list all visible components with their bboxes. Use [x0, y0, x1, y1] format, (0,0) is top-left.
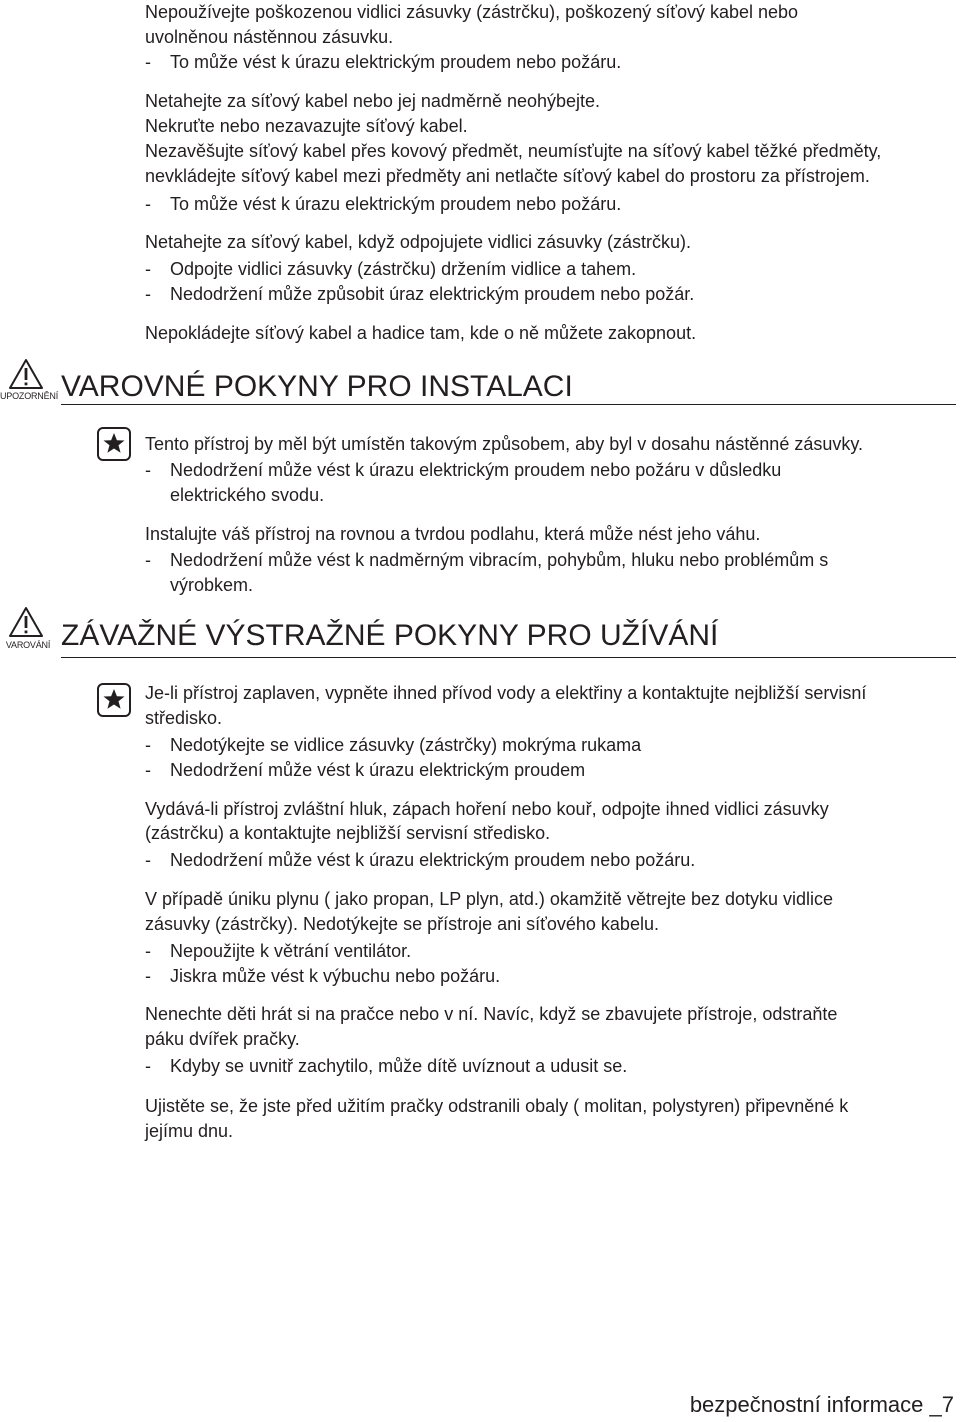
s1-p1-bullet-cont	[145, 483, 324, 508]
s1-p1-line1: Tento přístroj by měl být umístěn takovým způsobem, aby byl v dosahu nástěnné zásuvky.	[145, 434, 864, 454]
s2-p1-line2: středisko.	[145, 708, 223, 728]
s1-p2-line1: Instalujte váš přístroj na rovnou a tvrdou podlahu, která může nést jeho váhu.	[145, 524, 761, 544]
s2-p2-bullet: - Nedodržení může vést k úrazu elektrickým proudem nebo požáru.	[145, 850, 696, 870]
warning-triangle-icon	[8, 606, 44, 638]
s2-p4-line1: Nenechte děti hrát si na pračce nebo v ní. Navíc, když se zbavujete přístroje, odstraňte	[145, 1004, 838, 1024]
star-box-icon	[97, 427, 131, 461]
warning-label: VAROVÁNÍ	[5, 640, 51, 650]
section-title: VAROVNÉ POKYNY PRO INSTALACI	[61, 370, 573, 403]
bullet-text: výrobkem.	[170, 575, 254, 595]
section-divider	[61, 657, 956, 658]
footer-section-name: bezpečnostní informace _	[689, 1392, 942, 1417]
s2-p3-bullet2: - Jiskra může vést k výbuchu nebo požáru.	[145, 966, 501, 986]
bullet-text: Kdyby se uvnitř zachytilo, může dítě uvíznout a udusit se.	[170, 1056, 628, 1076]
s2-p4-bullet: - Kdyby se uvnitř zachytilo, může dítě uvíznout a udusit se.	[145, 1056, 628, 1076]
intro-p1-line1: Nepoužívejte poškozenou vidlici zásuvky (zástrčku), poškozený síťový kabel nebo	[145, 2, 799, 22]
intro-p4-line1: Nepokládejte síťový kabel a hadice tam, kde o ně můžete zakopnout.	[145, 323, 697, 343]
s2-p3-bullet1: - Nepoužijte k větrání ventilátor.	[145, 941, 412, 961]
s1-p2-bullet-cont	[145, 573, 253, 598]
intro-p2-line4: nevkládejte síťový kabel mezi předměty ani netlačte síťový kabel do prostoru za přístrojem.	[145, 166, 870, 186]
s2-p2-line1: Vydává-li přístroj zvláštní hluk, zápach hoření nebo kouř, odpojte ihned vidlici zásuvky	[145, 799, 829, 819]
intro-p1-bullet: - To může vést k úrazu elektrickým proudem nebo požáru.	[145, 52, 622, 72]
page-number: 7	[941, 1392, 954, 1417]
bullet-text: Nedodržení může vést k nadměrným vibracím, pohybům, hluku nebo problémům s	[170, 550, 829, 570]
s2-p5-line1: Ujistěte se, že jste před užitím pračky odstranili obaly ( molitan, polystyren) připevněné k	[145, 1096, 849, 1116]
bullet-text: Nedotýkejte se vidlice zásuvky (zástrčky) mokrýma rukama	[170, 735, 642, 755]
bullet-text: Nedodržení může vést k úrazu elektrickým proudem	[170, 760, 586, 780]
bullet-text: Jiskra může vést k výbuchu nebo požáru.	[170, 966, 501, 986]
star-box-icon	[97, 683, 131, 717]
s2-p1-line1: Je-li přístroj zaplaven, vypněte ihned přívod vody a elektřiny a kontaktujte nejbližší servisní	[145, 683, 867, 703]
intro-p3-bullet2: - Nedodržení může způsobit úraz elektrickým proudem nebo požár.	[145, 284, 695, 304]
s1-p2-bullet: - Nedodržení může vést k nadměrným vibracím, pohybům, hluku nebo problémům s	[145, 550, 829, 570]
s2-p2-line2: (zástrčku) a kontaktujte nejbližší servisní středisko.	[145, 823, 551, 843]
section-title: ZÁVAŽNÉ VÝSTRAŽNÉ POKYNY PRO UŽÍVÁNÍ	[61, 619, 719, 652]
intro-p2-line3: Nezavěšujte síťový kabel přes kovový předmět, neumísťujte na síťový kabel těžké předměty,	[145, 141, 882, 161]
intro-p3-line1: Netahejte za síťový kabel, když odpojujete vidlici zásuvky (zástrčku).	[145, 232, 691, 252]
bullet-text: To může vést k úrazu elektrickým proudem nebo požáru.	[170, 52, 622, 72]
intro-p2-line2: Nekruťte nebo nezavazujte síťový kabel.	[145, 116, 468, 136]
bullet-text: Nedodržení může způsobit úraz elektrickým proudem nebo požár.	[170, 284, 695, 304]
intro-p2-bullet: - To může vést k úrazu elektrickým proudem nebo požáru.	[145, 194, 622, 214]
bullet-text: Odpojte vidlici zásuvky (zástrčku) držením vidlice a tahem.	[170, 259, 637, 279]
intro-p2-line1: Netahejte za síťový kabel nebo jej nadměrně neohýbejte.	[145, 91, 601, 111]
bullet-text: Nepoužijte k větrání ventilátor.	[170, 941, 412, 961]
s2-p5-line2: jejímu dnu.	[145, 1121, 234, 1141]
s2-p1-bullet2: - Nedodržení může vést k úrazu elektrickým proudem	[145, 760, 586, 780]
s2-p1-bullet1: - Nedotýkejte se vidlice zásuvky (zástrčky) mokrýma rukama	[145, 735, 642, 755]
s1-p1-bullet: - Nedodržení může vést k úrazu elektrickým proudem nebo požáru v důsledku	[145, 460, 782, 480]
s2-p3-line1: V případě úniku plynu ( jako propan, LP plyn, atd.) okamžitě větrejte bez dotyku vidlice	[145, 889, 834, 909]
bullet-text: To může vést k úrazu elektrickým proudem nebo požáru.	[170, 194, 622, 214]
s2-p4-line2: páku dvířek pračky.	[145, 1029, 300, 1049]
page-footer	[690, 1391, 954, 1419]
intro-p1-line2: uvolněnou nástěnnou zásuvku.	[145, 27, 394, 47]
bullet-text: Nedodržení může vést k úrazu elektrickým proudem nebo požáru v důsledku	[170, 460, 782, 480]
bullet-text: elektrického svodu.	[170, 485, 325, 505]
warning-triangle-icon	[8, 358, 44, 390]
s2-p3-line2: zásuvky (zástrčky). Nedotýkejte se přístroje ani síťového kabelu.	[145, 914, 659, 934]
bullet-text: Nedodržení může vést k úrazu elektrickým proudem nebo požáru.	[170, 850, 696, 870]
caution-label: UPOZORNĚNÍ	[0, 391, 59, 401]
section-divider	[61, 404, 956, 405]
intro-p3-bullet1: - Odpojte vidlici zásuvky (zástrčku) držením vidlice a tahem.	[145, 259, 637, 279]
